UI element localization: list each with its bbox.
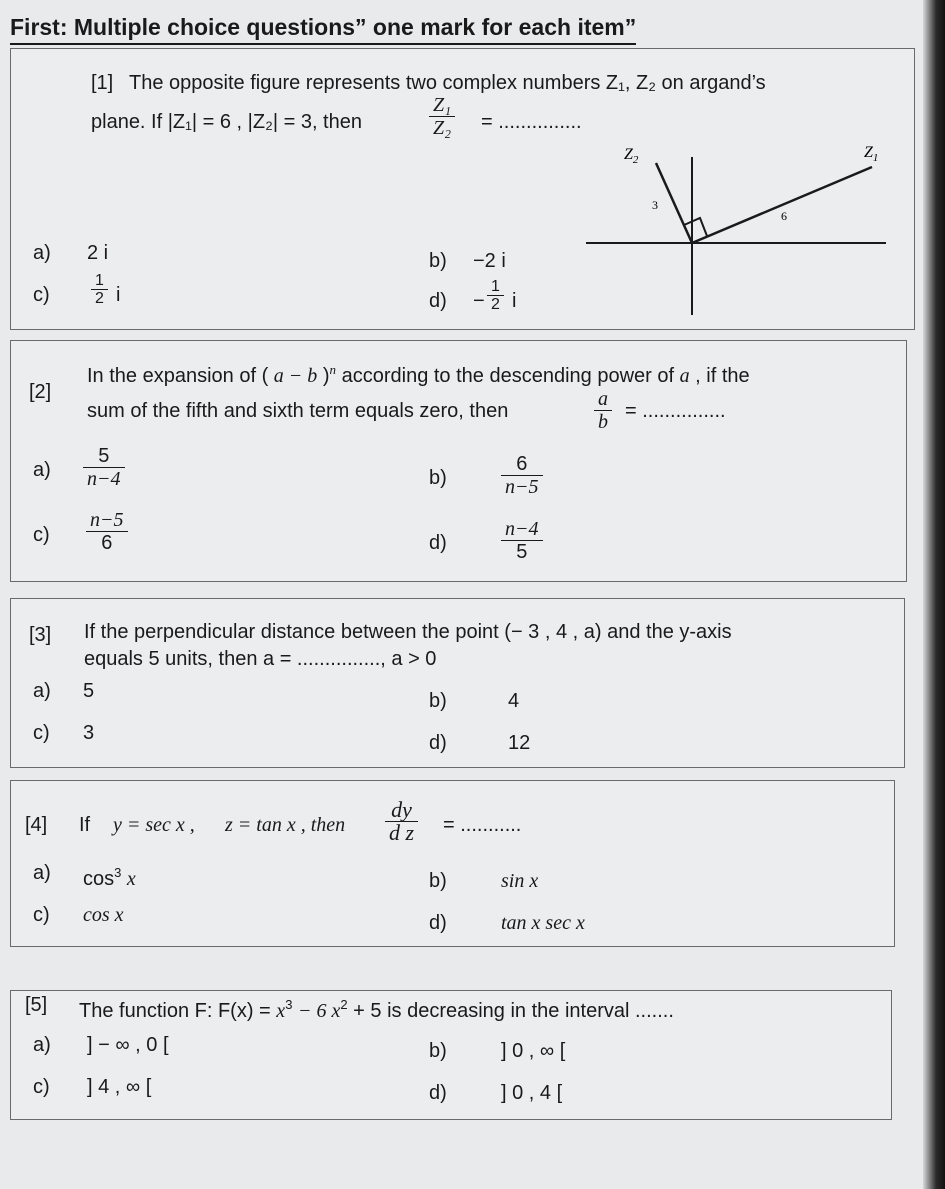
q3-option-c[interactable]: 3 (83, 722, 95, 744)
q1-option-d-den: 2 (487, 295, 504, 313)
z1-vector (692, 167, 872, 243)
q1-option-a-label: a) (33, 242, 51, 264)
q1-option-d-i: i (512, 290, 517, 312)
q2-option-b-fraction[interactable] (501, 453, 543, 498)
q2-line1-pre: In the expansion of ( (87, 365, 269, 387)
q3-option-b-label: b) (429, 690, 447, 712)
q4-blank: = ........... (443, 814, 522, 836)
argand-diagram (586, 97, 906, 327)
q1-option-d-num: 1 (491, 278, 500, 295)
z1-label: $Z_1$ (864, 144, 879, 164)
q2-option-b-label: b) (429, 467, 447, 489)
q5-option-c[interactable]: ] 4 , ∞ [ (87, 1076, 152, 1098)
q1-option-d-label: d) (429, 290, 447, 312)
q5-exp-a: 3 (285, 997, 293, 1012)
q2-number: [2] (29, 381, 52, 403)
q2-option-b-num: 6 (516, 453, 528, 475)
q4-option-a[interactable] (83, 861, 136, 891)
q3-option-c-label: c) (33, 722, 50, 744)
question-4-box (10, 780, 895, 947)
q1-option-c-num: 1 (95, 272, 104, 289)
q1-line2: plane. If |Z₁| = 6 , |Z₂| = 3, then (91, 111, 362, 133)
q3-number: [3] (29, 624, 52, 646)
q2-var: a (679, 365, 690, 387)
question-3-box (10, 598, 905, 768)
q1-fraction (429, 94, 455, 139)
q4-y-def: y = sec x , (113, 814, 195, 836)
q2-option-b-den: n−5 (501, 475, 543, 498)
q2-option-c-fraction[interactable] (86, 509, 128, 554)
q5-stem (79, 993, 674, 1023)
q2-line1-end: , if the (695, 365, 750, 387)
q5-expr-a: x (276, 1000, 286, 1022)
q2-expr: a − b (273, 365, 318, 387)
q5-option-d[interactable]: ] 0 , 4 [ (501, 1082, 563, 1104)
q2-option-a-label: a) (33, 459, 51, 481)
q1-option-a[interactable]: 2 i (87, 242, 109, 264)
q4-option-c[interactable]: cos x (83, 904, 124, 926)
q1-option-d-minus: − (473, 290, 485, 312)
q2-option-d-den: 5 (501, 540, 543, 563)
q4-option-c-label: c) (33, 904, 50, 926)
q1-option-d-fraction[interactable] (487, 278, 504, 313)
q5-expr-c: + 5 (353, 1000, 382, 1022)
q2-line2: sum of the fifth and sixth term equals zero, then (87, 400, 509, 422)
q3-line2: equals 5 units, then a = ..............., a > 0 (84, 648, 437, 670)
question-2-box (10, 340, 907, 582)
q2-option-c-label: c) (33, 524, 50, 546)
q2-option-d-num: n−4 (505, 518, 539, 540)
q5-exp-b: 2 (340, 997, 348, 1012)
question-1-box (10, 48, 915, 330)
q5-option-a-label: a) (33, 1034, 51, 1056)
q3-line1: If the perpendicular distance between the point (− 3 , 4 , a) and the y-axis (84, 621, 732, 643)
q4-option-b-label: b) (429, 870, 447, 892)
q1-line1: The opposite figure represents two complex numbers Z₁, Z₂ on argand’s (129, 72, 766, 94)
q3-option-a[interactable]: 5 (83, 680, 95, 702)
q4-number: [4] (25, 814, 48, 836)
q2-close: ) (322, 365, 330, 387)
q2-option-d-label: d) (429, 532, 447, 554)
q2-option-a-den: n−4 (83, 467, 125, 490)
q3-option-d[interactable]: 12 (508, 732, 531, 754)
q4-frac-num: dy (391, 797, 412, 822)
q4-option-d[interactable]: tan x sec x (501, 912, 585, 934)
z1-length-label: 6 (781, 209, 787, 223)
q5-option-b[interactable]: ] 0 , ∞ [ (501, 1040, 566, 1062)
page-edge-shadow (923, 0, 945, 1189)
q4-option-d-label: d) (429, 912, 447, 934)
q3-option-d-label: d) (429, 732, 447, 754)
z2-vector (656, 163, 692, 243)
q4-option-a-cos: cos (83, 868, 115, 890)
q1-option-c-i: i (116, 284, 121, 306)
q5-option-c-label: c) (33, 1076, 50, 1098)
q2-fraction (594, 388, 612, 433)
q5-option-a[interactable]: ] − ∞ , 0 [ (87, 1034, 169, 1056)
q4-option-a-exp: 3 (114, 865, 122, 880)
q1-blank: = ............... (481, 111, 582, 133)
q2-option-a-fraction[interactable] (83, 445, 125, 490)
q5-option-d-label: d) (429, 1082, 447, 1104)
z2-label: $Z_2$ (624, 146, 639, 166)
q1-frac-num: Z₁ (433, 94, 452, 116)
q1-option-c-label: c) (33, 284, 50, 306)
q2-blank: = ............... (625, 400, 726, 422)
q2-frac-den: b (594, 410, 612, 433)
q4-if: If (79, 814, 91, 836)
q2-option-d-fraction[interactable] (501, 518, 543, 563)
q2-option-a-num: 5 (98, 445, 110, 467)
q2-line1 (87, 358, 750, 388)
q5-option-b-label: b) (429, 1040, 447, 1062)
q4-z-def: z = tan x , then (225, 814, 346, 836)
q4-fraction (385, 799, 418, 844)
q5-line-post: is decreasing in the interval ....... (387, 1000, 674, 1022)
q5-expr-b: − 6 x (297, 1000, 341, 1022)
q4-option-a-label: a) (33, 862, 51, 884)
z2-length-label: 3 (652, 198, 658, 212)
q1-frac-den: Z₂ (429, 116, 455, 139)
q2-option-c-num: n−5 (90, 509, 124, 531)
question-5-box (10, 990, 892, 1120)
q2-exp: n (329, 362, 337, 377)
q1-option-c-fraction[interactable] (91, 272, 108, 307)
q3-option-b[interactable]: 4 (508, 690, 520, 712)
q1-number: [1] (91, 72, 114, 94)
section-heading: First: Multiple choice questions” one mark for each item” (10, 14, 636, 45)
q5-line-pre: The function F: F(x) = (79, 1000, 271, 1022)
q3-option-a-label: a) (33, 680, 51, 702)
q4-frac-den: d z (385, 821, 418, 844)
q4-option-a-var: x (126, 868, 136, 890)
q2-option-c-den: 6 (86, 531, 128, 554)
q5-number: [5] (25, 994, 48, 1016)
q2-line1-post: according to the descending power of (341, 365, 675, 387)
q1-option-c-den: 2 (91, 289, 108, 307)
q1-option-b[interactable]: −2 i (473, 250, 506, 272)
q4-option-b[interactable]: sin x (501, 870, 539, 892)
q2-frac-num: a (598, 388, 608, 410)
q1-option-b-label: b) (429, 250, 447, 272)
